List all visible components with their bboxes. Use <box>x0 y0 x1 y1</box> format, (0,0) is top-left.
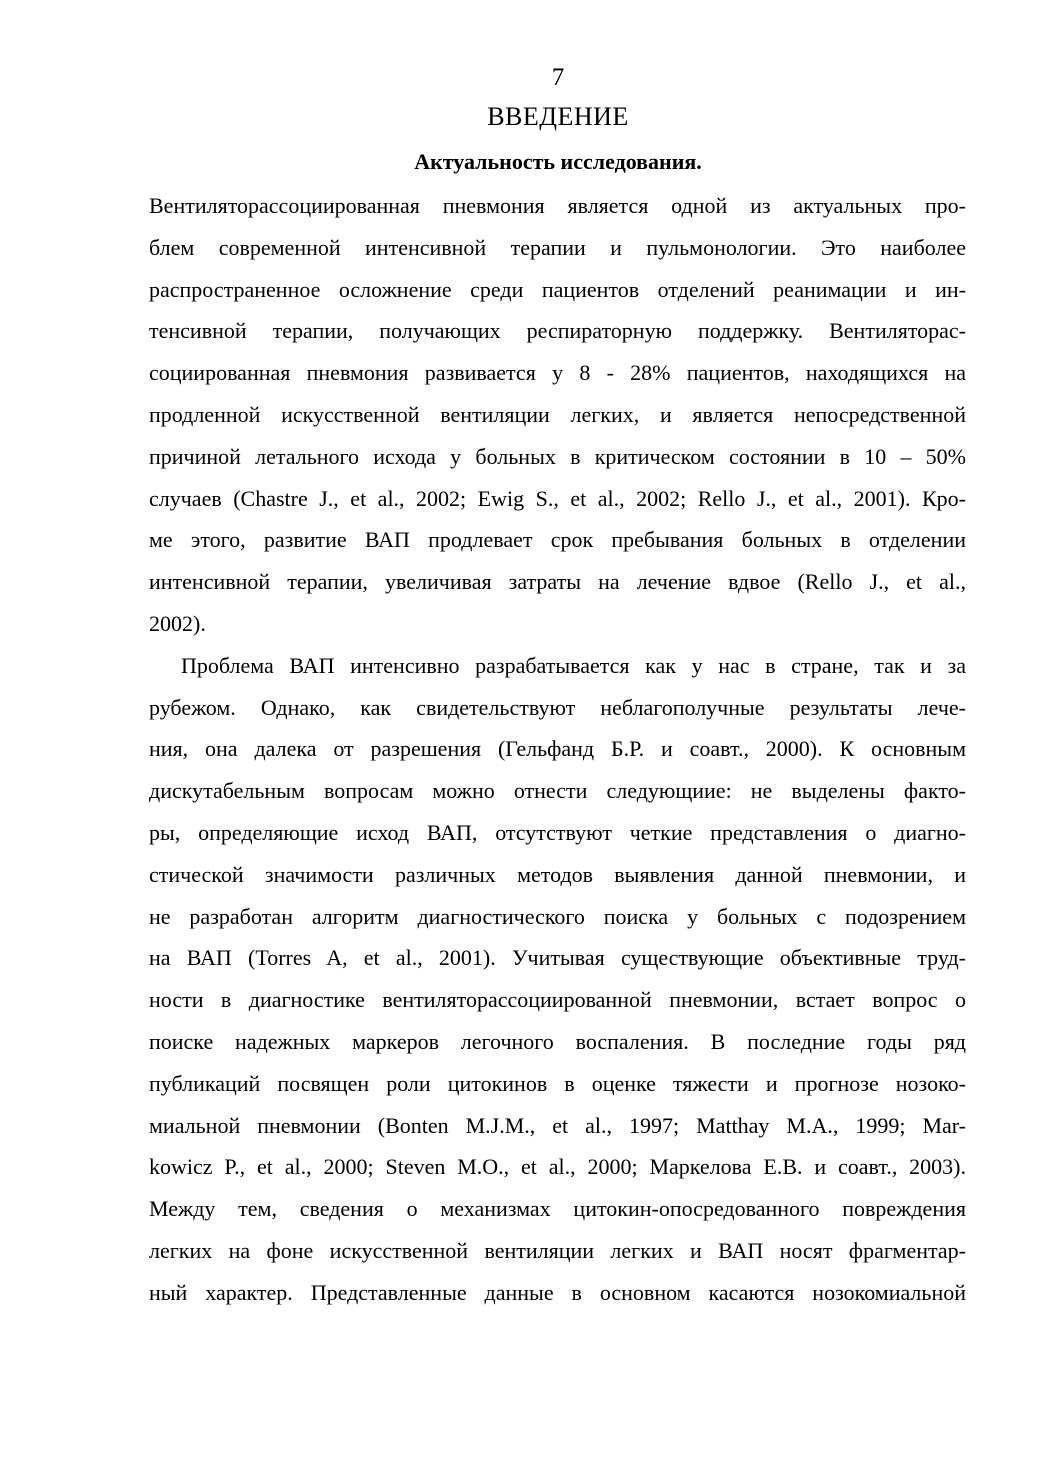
text-line: случаев (Chastre J., et al., 2002; Ewig S., et al., 2002; Rello J., et al., 2001). Кро- <box>149 485 966 511</box>
text-line: причиной летального исхода у больных в критическом состоянии в 10 – 50% <box>149 443 966 469</box>
text-line: рубежом. Однако, как свидетельствуют неблагополучные результаты лече- <box>149 694 966 720</box>
text-line: на ВАП (Torres A, et al., 2001). Учитывая существующие объективные труд- <box>149 945 966 971</box>
text-line: ния, она далека от разрешения (Гельфанд Б.Р. и соавт., 2000). К основным <box>149 736 966 762</box>
section-subheading: Актуальность исследования. <box>414 149 702 174</box>
text-line: ности в диагностике вентиляторассоциированной пневмонии, встает вопрос о <box>149 987 966 1013</box>
text-line: распространенное осложнение среди пациентов отделений реанимации и ин- <box>149 276 966 302</box>
text-line: продленной искусственной вентиляции легких, и является непосредственной <box>149 401 966 427</box>
text-line: миальной пневмонии (Bonten M.J.M., et al., 1997; Matthay M.A., 1999; Mar- <box>149 1112 966 1138</box>
section-heading: ВВЕДЕНИЕ <box>487 102 629 131</box>
text-line: поиске надежных маркеров легочного воспаления. В последние годы ряд <box>149 1028 966 1054</box>
text-line: Проблема ВАП интенсивно разрабатывается как у нас в стране, так и за <box>181 652 966 678</box>
body-text <box>149 190 966 1319</box>
text-line: социированная пневмония развивается у 8 - 28% пациентов, находящихся на <box>149 360 966 386</box>
text-line: интенсивной терапии, увеличивая затраты на лечение вдвое (Rello J., et al., <box>149 569 966 595</box>
page-number: 7 <box>551 64 565 91</box>
text-line: дискутабельным вопросам можно отнести следующиие: не выделены факто- <box>149 778 966 804</box>
text-line: ный характер. Представленные данные в основном касаются нозокомиальной <box>149 1279 966 1305</box>
text-line: публикаций посвящен роли цитокинов в оценке тяжести и прогнозе нозоко- <box>149 1070 966 1096</box>
text-line: kowicz P., et al., 2000; Steven M.O., et al., 2000; Маркелова Е.В. и соавт., 2003). <box>149 1154 966 1180</box>
text-line: блем современной интенсивной терапии и пульмонологии. Это наиболее <box>149 234 966 260</box>
text-line: стической значимости различных методов выявления данной пневмонии, и <box>149 861 966 887</box>
text-line: легких на фоне искусственной вентиляции легких и ВАП носят фрагментар- <box>149 1237 966 1263</box>
text-line: 2002). <box>149 610 206 636</box>
text-line: Между тем, сведения о механизмах цитокин-опосредованного повреждения <box>149 1196 966 1222</box>
text-line: ме этого, развитие ВАП продлевает срок пребывания больных в отделении <box>149 527 966 553</box>
text-line: Вентиляторассоциированная пневмония является одной из актуальных про- <box>149 193 966 218</box>
text-line: не разработан алгоритм диагностического поиска у больных с подозрением <box>149 903 966 929</box>
text-line: ры, определяющие исход ВАП, отсутствуют четкие представления о диагно- <box>149 819 966 845</box>
text-line: тенсивной терапии, получающих респираторную поддержку. Вентиляторас- <box>149 318 966 344</box>
